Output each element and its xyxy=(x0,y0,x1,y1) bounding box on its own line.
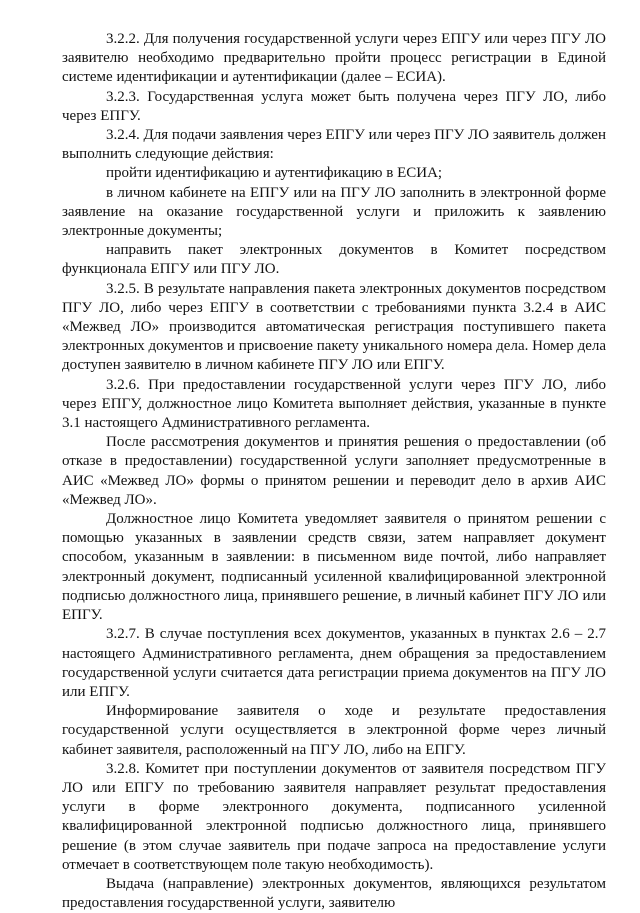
paragraph-3-2-5: 3.2.5. В результате направления пакета электронных документов посредством ПГУ ЛО, либо через ЕПГУ в соответствии с требованиями пункта 3.2.4 в АИС «Межвед ЛО» производится автоматическая регистрация поступившего пакета электронных документов и присвоение пакету уникального номера дела. Номер дела доступен заявителю в личном кабинете ПГУ ЛО или ЕПГУ. xyxy=(62,280,606,374)
list-step-identification: пройти идентификацию и аутентификацию в ЕСИА; xyxy=(106,165,443,182)
paragraph-3-2-8: 3.2.8. Комитет при поступлении документов от заявителя посредством ПГУ ЛО или ЕПГУ по требованию заявителя направляет результат предоставления услуги в форме электронного документа, подписанного усиленной квалифицированной электронной подписью должностного лица, принявшего решение (в этом случае заявитель при подаче запроса на предоставление услуги отмечает в соответствующем поле такую необходимость). xyxy=(62,760,606,873)
list-step-send-package: направить пакет электронных документов в Комитет посредством функционала ЕПГУ или ПГУ ЛО. xyxy=(62,242,606,278)
paragraph-3-2-6: 3.2.6. При предоставлении государственной услуги через ПГУ ЛО, либо через ЕПГУ, должностное лицо Комитета выполняет действия, указанные в пункте 3.1 настоящего Административного регламента. xyxy=(62,376,606,432)
list-step-fill-application: в личном кабинете на ЕПГУ или на ПГУ ЛО заполнить в электронной форме заявление на оказание государственной услуги и приложить к заявлению электронные документы; xyxy=(62,184,606,240)
paragraph-issuance: Выдача (направление) электронных документов, являющихся результатом предоставления государственной услуги, заявителю xyxy=(62,875,606,912)
paragraph-informing: Информирование заявителя о ходе и результате предоставления государственной услуги осуществляется в электронной форме через личный кабинет заявителя, расположенный на ПГУ ЛО, либо на ЕПГУ. xyxy=(62,703,606,758)
paragraph-3-2-2: 3.2.2. Для получения государственной услуги через ЕПГУ или через ПГУ ЛО заявителю необходимо предварительно пройти процесс регистрации в Единой системе идентификации и аутентификации (далее – ЕСИА). xyxy=(62,31,606,86)
paragraph-3-2-3: 3.2.3. Государственная услуга может быть получена через ПГУ ЛО, либо через ЕПГУ. xyxy=(62,88,606,124)
document-page xyxy=(62,30,606,913)
paragraph-3-2-7: 3.2.7. В случае поступления всех документов, указанных в пунктах 2.6 – 2.7 настоящего Административного регламента, днем обращения за предоставлением государственной услуги считается дата регистрации приема документов на ПГУ ЛО или ЕПГУ. xyxy=(62,626,606,700)
paragraph-after-review: После рассмотрения документов и принятия решения о предоставлении (об отказе в предоставлении) государственной услуги заполняет предусмотренные в АИС «Межвед ЛО» формы о принятом решении и переводит дело в архив АИС «Межвед ЛО». xyxy=(62,434,606,508)
paragraph-official-notifies: Должностное лицо Комитета уведомляет заявителя о принятом решении с помощью указанных в заявлении средств связи, затем направляет документ способом, указанным в заявлении: в письменном виде почтой, либо направляет электронный документ, подписанный усиленной квалифицированной электронной подписью должностного лица, принявшего решение, в личный кабинет ПГУ ЛО или ЕПГУ. xyxy=(62,511,606,624)
paragraph-3-2-4: 3.2.4. Для подачи заявления через ЕПГУ или через ПГУ ЛО заявитель должен выполнить следующие действия: xyxy=(62,127,606,163)
